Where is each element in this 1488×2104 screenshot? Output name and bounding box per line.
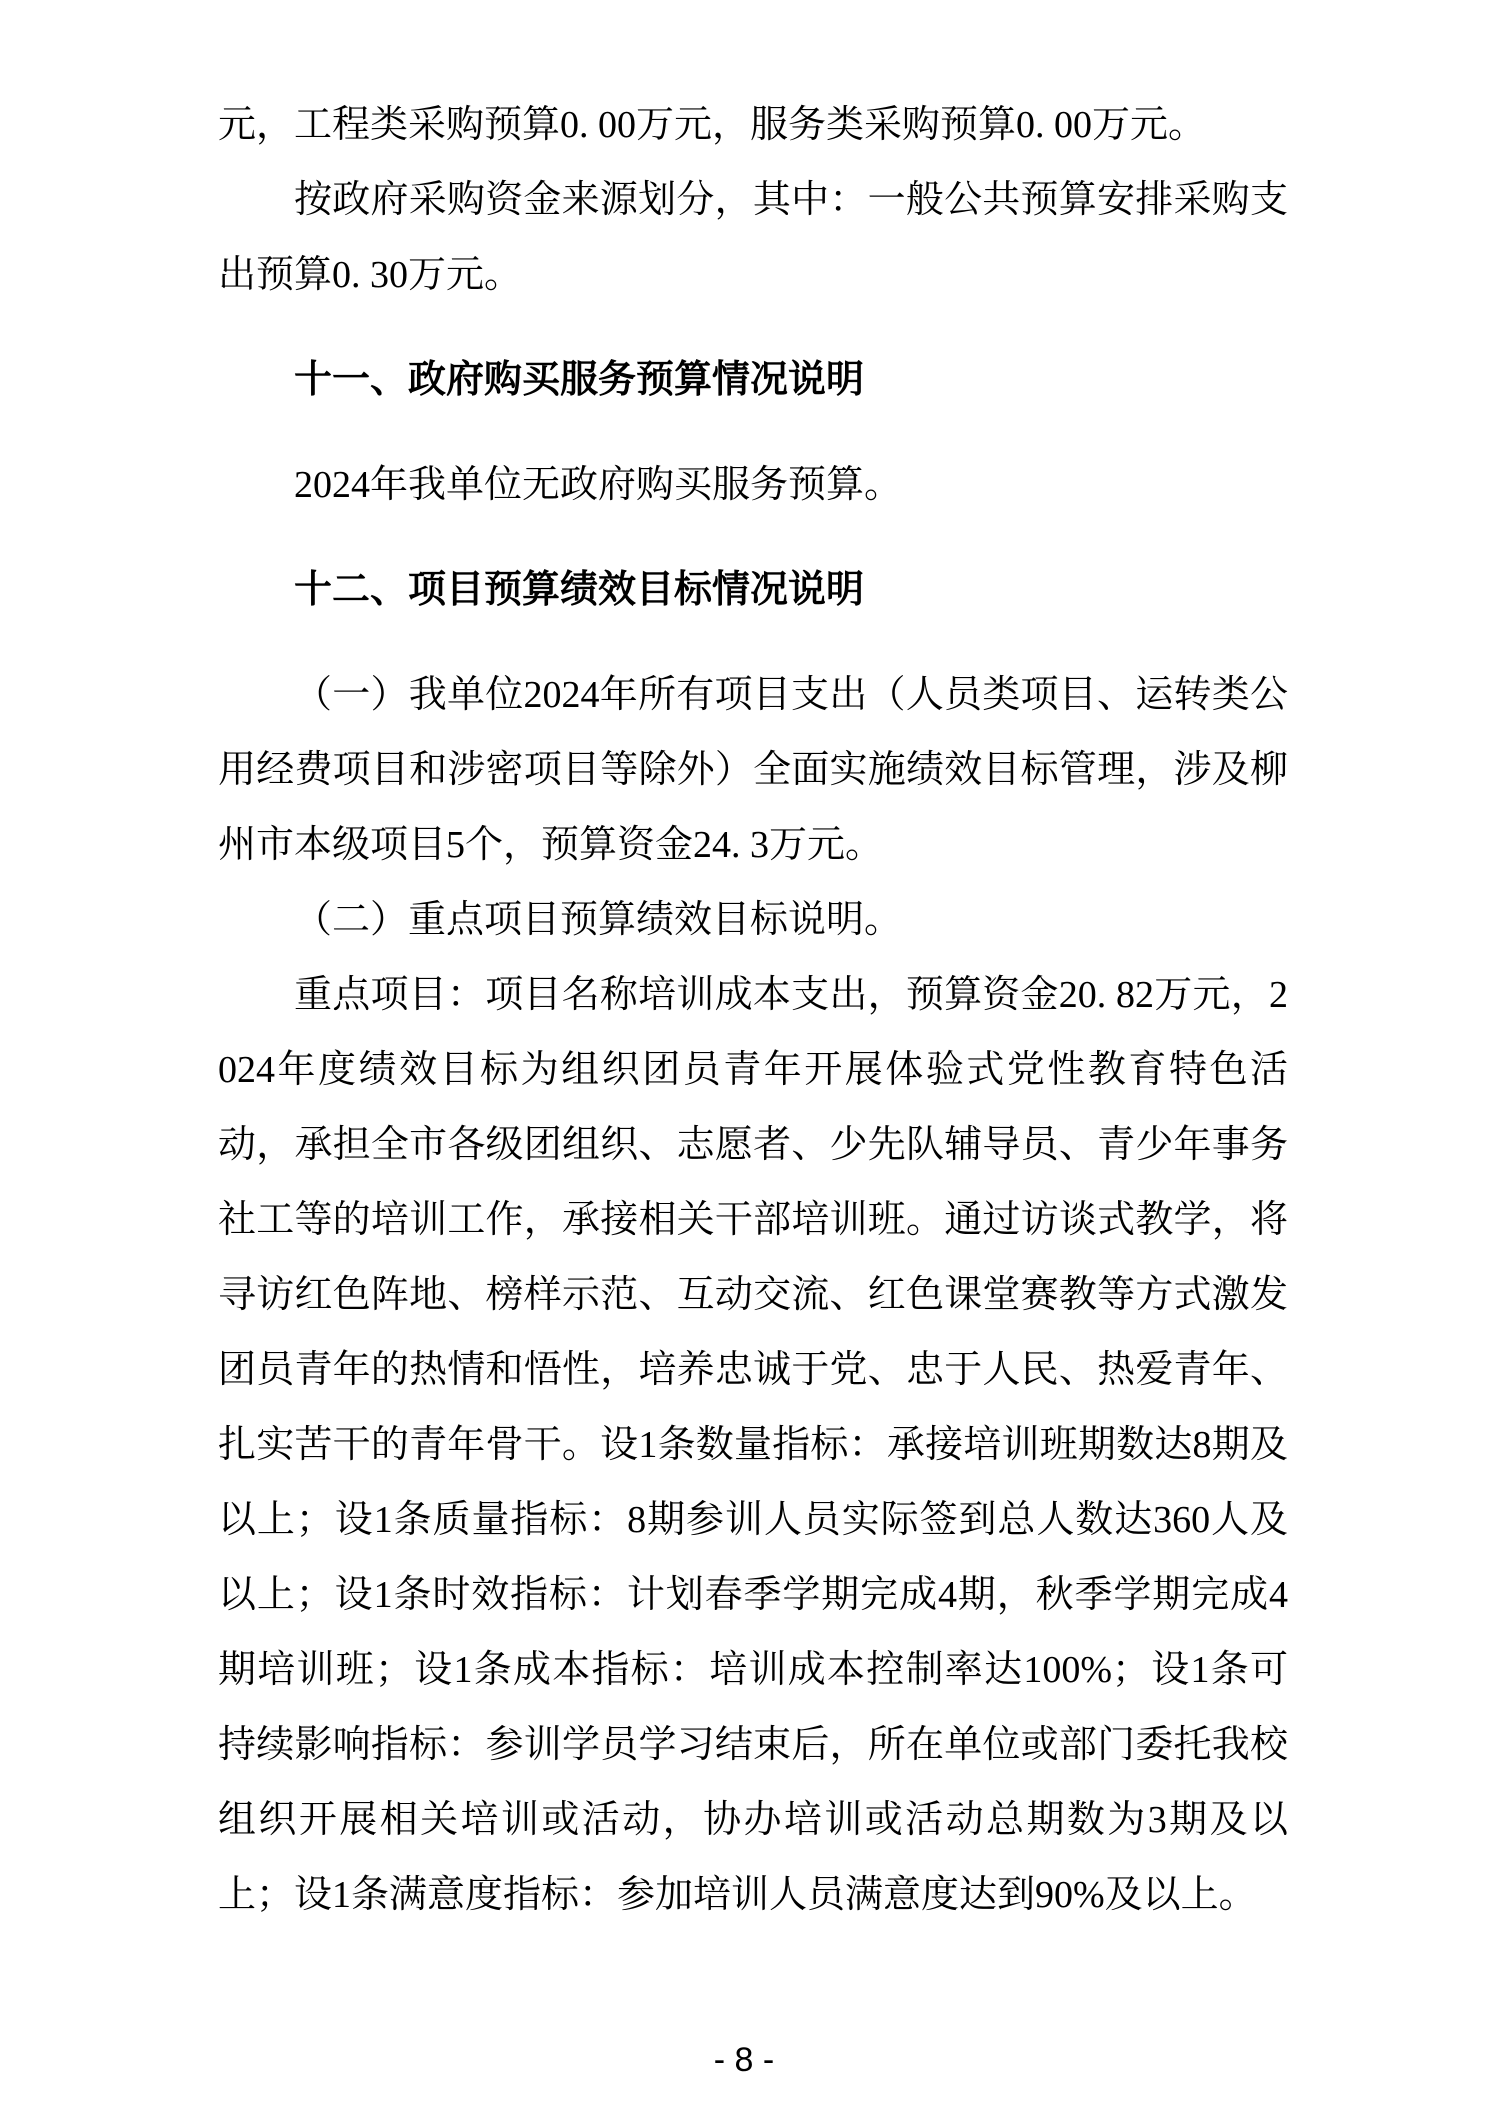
- paragraph-procurement-fund-source: 按政府采购资金来源划分，其中：一般公共预算安排采购支出预算0. 30万元。: [218, 179, 1288, 296]
- heading-section-eleven: 十一、政府购买服务预算情况说明: [294, 359, 865, 401]
- page-number: - 8 -: [713, 2041, 775, 2079]
- paragraph-procurement-totals-continuation: 元，工程类采购预算0. 00万元，服务类采购预算0. 00万元。: [218, 104, 1207, 146]
- paragraph-key-project-detail: 重点项目：项目名称培训成本支出，预算资金20. 82万元，2024年度绩效目标为组织团员青年开展体验式党性教育特色活动，承担全市各级团组织、志愿者、少先队辅导员、青少年事务社工等的培训工作，承接相关干部培训班。通过访谈式教学，将寻访红色阵地、榜样示范、互动交流、红色课堂赛教等方式激发团员青年的热情和悟性，培养忠诚于党、忠于人民、热爱青年、扎实苦干的青年骨干。设1条数量指标：承接培训班期数达8期及以上；设1条质量指标：8期参训人员实际签到总人数达360人及以上；设1条时效指标：计划春季学期完成4期，秋季学期完成4期培训班；设1条成本指标：培训成本控制率达100%；设1条可持续影响指标：参训学员学习结束后，所在单位或部门委托我校组织开展相关培训或活动，协办培训或活动总期数为3期及以上；设1条满意度指标：参加培训人员满意度达到90%及以上。: [218, 974, 1288, 1916]
- heading-section-twelve: 十二、项目预算绩效目标情况说明: [294, 569, 865, 611]
- paragraph-no-gov-purchase-budget: 2024年我单位无政府购买服务预算。: [294, 464, 903, 506]
- paragraph-performance-target-overview: （一）我单位2024年所有项目支出（人员类项目、运转类公用经费项目和涉密项目等除外）全面实施绩效目标管理，涉及柳州市本级项目5个，预算资金24. 3万元。: [218, 674, 1288, 866]
- paragraph-key-project-note: （二）重点项目预算绩效目标说明。: [294, 899, 903, 941]
